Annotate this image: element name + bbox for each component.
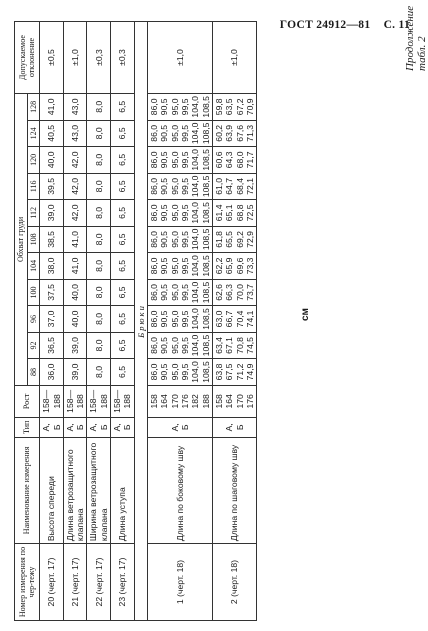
row-value: 6,5 — [111, 279, 135, 306]
stacked-value: 90,5 — [159, 151, 170, 169]
stacked-value: 62,6 — [213, 284, 224, 301]
stacked-value: 68,8 — [234, 204, 245, 222]
stacked-value: 90,5 — [159, 231, 170, 248]
stacked-value: 66,7 — [224, 310, 235, 328]
stacked-value: 64,7 — [224, 178, 235, 195]
stacked-value: 71,3 — [244, 124, 255, 142]
row-value — [212, 359, 256, 386]
stacked-value: 67,2 — [234, 98, 245, 116]
stacked-value: 67,1 — [224, 337, 235, 354]
stacked-value: 65,1 — [224, 204, 235, 222]
row-value: 8,0 — [87, 306, 111, 333]
stacked-value: 70,4 — [234, 310, 245, 328]
row-value: 40,0 — [40, 147, 64, 174]
stacked-value: 69,6 — [234, 257, 245, 275]
row-height — [148, 385, 213, 417]
row-value: 40,5 — [40, 120, 64, 147]
row-value: 43,0 — [63, 94, 87, 121]
row-height — [212, 385, 256, 417]
unit-label: см — [300, 308, 311, 321]
stacked-value: 86,0 — [149, 310, 159, 328]
stacked-value: 90,5 — [159, 124, 170, 142]
stacked-value: 86,0 — [149, 98, 159, 116]
stacked-value: 71,7 — [244, 151, 255, 169]
stacked-value: 104,0 — [190, 361, 201, 383]
table-caption: Продолжение табл. 2 — [404, 5, 428, 71]
stacked-value: 104,0 — [190, 281, 201, 304]
row-value — [148, 332, 213, 359]
stacked-value: 108,5 — [200, 228, 211, 251]
row-value: 37,5 — [40, 279, 64, 306]
stacked-value: 64,3 — [224, 151, 235, 169]
row-number: 22 (черт. 17) — [87, 544, 111, 621]
row-value: 8,0 — [87, 147, 111, 174]
row-name: Ширина ветрозащитного клапана — [87, 437, 111, 543]
row-value: 6,5 — [111, 200, 135, 227]
stacked-value: 99,5 — [179, 204, 190, 222]
row-value: 41,0 — [40, 94, 64, 121]
stacked-value: 90,5 — [159, 363, 170, 381]
stacked-value: 99,5 — [179, 178, 190, 195]
row-type: А, Б — [148, 417, 213, 437]
row-number: 23 (черт. 17) — [111, 544, 135, 621]
row-value: 8,0 — [87, 173, 111, 200]
row-value: 41,0 — [63, 226, 87, 253]
table-row — [87, 22, 111, 621]
row-value: 38,5 — [40, 226, 64, 253]
row-height: 158—188 — [63, 385, 87, 417]
row-value: 6,5 — [111, 253, 135, 280]
stacked-value: 108,5 — [200, 334, 211, 357]
col-size: 104 — [27, 253, 40, 280]
stacked-value: 86,0 — [149, 257, 159, 275]
row-value: 8,0 — [87, 253, 111, 280]
stacked-value: 74,5 — [244, 337, 255, 354]
row-value: 40,0 — [63, 306, 87, 333]
stacked-value: 68,0 — [234, 151, 245, 169]
row-value: 6,5 — [111, 147, 135, 174]
stacked-value: 73,3 — [244, 257, 255, 275]
row-value — [148, 173, 213, 200]
stacked-value: 74,1 — [244, 310, 255, 328]
row-value: 39,0 — [63, 332, 87, 359]
row-value: 6,5 — [111, 226, 135, 253]
row-value — [212, 147, 256, 174]
row-deviation: ±1,0 — [212, 22, 256, 94]
row-value: 8,0 — [87, 200, 111, 227]
stacked-value: 164 — [159, 394, 170, 409]
row-value — [212, 120, 256, 147]
stacked-value: 66,3 — [224, 284, 235, 301]
row-value — [212, 253, 256, 280]
row-value — [212, 94, 256, 121]
stacked-value: 61,4 — [213, 204, 224, 222]
stacked-value: 63,0 — [213, 310, 224, 328]
row-value: 8,0 — [87, 279, 111, 306]
stacked-value: 108,5 — [200, 281, 211, 304]
stacked-value: 90,5 — [159, 257, 170, 275]
stacked-value: 86,0 — [149, 204, 159, 222]
stacked-value: 164 — [224, 394, 235, 409]
row-value: 6,5 — [111, 306, 135, 333]
stacked-value: 90,5 — [159, 204, 170, 222]
row-value: 42,0 — [63, 173, 87, 200]
row-value: 36,5 — [40, 332, 64, 359]
row-deviation: ±1,0 — [148, 22, 213, 94]
stacked-value: 104,0 — [190, 175, 201, 198]
row-height: 158—188 — [111, 385, 135, 417]
row-value: 39,0 — [63, 359, 87, 386]
stacked-value: 108,5 — [200, 202, 211, 224]
stacked-value: 60,2 — [213, 124, 224, 142]
stacked-value: 63,9 — [224, 124, 235, 142]
col-name: Наименование измерения — [15, 437, 40, 543]
row-value: 39,5 — [40, 173, 64, 200]
stacked-value: 86,0 — [149, 231, 159, 248]
row-value: 41,0 — [63, 253, 87, 280]
stacked-value: 99,5 — [179, 337, 190, 354]
table-row — [212, 22, 256, 621]
col-deviation: Допускаемое отклонение — [15, 22, 40, 94]
col-size: 112 — [27, 200, 40, 227]
stacked-value: 182 — [190, 394, 201, 409]
stacked-value: 108,5 — [200, 96, 211, 118]
stacked-value: 108,5 — [200, 175, 211, 198]
stacked-value: 63,4 — [213, 337, 224, 354]
stacked-value: 63,8 — [213, 363, 224, 381]
stacked-value: 63,5 — [224, 98, 235, 116]
stacked-value: 95,0 — [169, 257, 180, 275]
stacked-value: 72,1 — [244, 178, 255, 195]
stacked-value: 95,0 — [169, 204, 180, 222]
stacked-value: 68,4 — [234, 178, 245, 195]
stacked-value: 95,0 — [169, 124, 180, 142]
row-value — [148, 147, 213, 174]
row-value — [212, 173, 256, 200]
section-title: Брюки — [134, 22, 147, 621]
stacked-value: 108,5 — [200, 122, 211, 145]
row-value: 8,0 — [87, 359, 111, 386]
col-size: 128 — [27, 94, 40, 121]
stacked-value: 95,0 — [169, 98, 180, 116]
row-value: 8,0 — [87, 226, 111, 253]
stacked-value: 99,5 — [179, 231, 190, 248]
row-number: 2 (черт. 18) — [212, 544, 256, 621]
stacked-value: 90,5 — [159, 337, 170, 354]
header-row — [15, 22, 28, 621]
row-value: 6,5 — [111, 359, 135, 386]
row-name: Длина по боковому шву — [148, 437, 213, 543]
stacked-value: 99,5 — [179, 257, 190, 275]
stacked-value: 71,2 — [234, 363, 245, 381]
col-height: Рост — [15, 385, 40, 417]
stacked-value: 188 — [200, 394, 211, 409]
table-row — [40, 22, 64, 621]
stacked-value: 176 — [179, 394, 190, 409]
stacked-value: 104,0 — [190, 334, 201, 357]
stacked-value: 104,0 — [190, 255, 201, 277]
row-value — [212, 226, 256, 253]
stacked-value: 104,0 — [190, 122, 201, 145]
row-deviation: ±0,5 — [40, 22, 64, 94]
stacked-value: 104,0 — [190, 96, 201, 118]
stacked-value: 60,6 — [213, 151, 224, 169]
row-value — [148, 200, 213, 227]
stacked-value: 95,0 — [169, 310, 180, 328]
stacked-value: 67,5 — [224, 363, 235, 381]
row-value — [148, 359, 213, 386]
stacked-value: 95,0 — [169, 151, 180, 169]
row-value — [148, 306, 213, 333]
section-row — [134, 22, 147, 621]
row-value — [212, 306, 256, 333]
row-value — [212, 332, 256, 359]
stacked-value: 99,5 — [179, 124, 190, 142]
measurement-table — [14, 21, 257, 621]
stacked-value: 73,7 — [244, 284, 255, 301]
stacked-value: 170 — [234, 394, 245, 409]
col-size: 88 — [27, 359, 40, 386]
row-value — [148, 279, 213, 306]
row-name: Длина уступа — [111, 437, 135, 543]
stacked-value: 72,9 — [244, 231, 255, 248]
col-chest-group: Обхват груди — [15, 94, 28, 386]
stacked-value: 104,0 — [190, 202, 201, 224]
row-value: 8,0 — [87, 120, 111, 147]
row-height: 158—188 — [40, 385, 64, 417]
row-value: 39,0 — [40, 200, 64, 227]
row-value — [148, 253, 213, 280]
stacked-value: 86,0 — [149, 284, 159, 301]
stacked-value: 90,5 — [159, 98, 170, 116]
stacked-value: 74,9 — [244, 363, 255, 381]
stacked-value: 99,5 — [179, 310, 190, 328]
row-deviation: ±0,3 — [111, 22, 135, 94]
stacked-value: 86,0 — [149, 178, 159, 195]
stacked-value: 104,0 — [190, 149, 201, 171]
row-name: Высота спереди — [40, 437, 64, 543]
stacked-value: 95,0 — [169, 178, 180, 195]
row-name: Длина по шаговому шву — [212, 437, 256, 543]
stacked-value: 61,0 — [213, 178, 224, 195]
row-height: 158—188 — [87, 385, 111, 417]
row-type: А, Б — [111, 417, 135, 437]
row-value: 6,5 — [111, 173, 135, 200]
stacked-value: 86,0 — [149, 124, 159, 142]
col-size: 120 — [27, 147, 40, 174]
stacked-value: 158 — [149, 394, 159, 409]
row-number: 21 (черт. 17) — [63, 544, 87, 621]
row-value: 38,0 — [40, 253, 64, 280]
stacked-value: 108,5 — [200, 308, 211, 330]
stacked-value: 67,6 — [234, 124, 245, 142]
stacked-value: 95,0 — [169, 337, 180, 354]
row-value — [148, 120, 213, 147]
row-value: 6,5 — [111, 332, 135, 359]
stacked-value: 59,8 — [213, 98, 224, 116]
row-number: 1 (черт. 18) — [148, 544, 213, 621]
row-value: 8,0 — [87, 332, 111, 359]
row-value: 36,0 — [40, 359, 64, 386]
stacked-value: 99,5 — [179, 98, 190, 116]
stacked-value: 65,5 — [224, 231, 235, 248]
row-value — [212, 279, 256, 306]
stacked-value: 70,9 — [244, 98, 255, 116]
standard-code: ГОСТ 24912—81 — [279, 19, 371, 31]
stacked-value: 104,0 — [190, 308, 201, 330]
row-value: 6,5 — [111, 120, 135, 147]
col-size: 96 — [27, 306, 40, 333]
stacked-value: 95,0 — [169, 284, 180, 301]
row-value — [212, 200, 256, 227]
stacked-value: 99,5 — [179, 284, 190, 301]
stacked-value: 176 — [244, 394, 255, 409]
stacked-value: 99,5 — [179, 363, 190, 381]
row-type: А, Б — [87, 417, 111, 437]
col-size: 124 — [27, 120, 40, 147]
row-value: 8,0 — [87, 94, 111, 121]
stacked-value: 108,5 — [200, 149, 211, 171]
row-value — [148, 94, 213, 121]
row-type: А, Б — [63, 417, 87, 437]
row-type: А, Б — [212, 417, 256, 437]
row-name: Длина ветрозащитного клапана — [63, 437, 87, 543]
stacked-value: 170 — [169, 394, 180, 409]
stacked-value: 72,5 — [244, 204, 255, 222]
stacked-value: 86,0 — [149, 151, 159, 169]
row-value: 37,0 — [40, 306, 64, 333]
row-value: 43,0 — [63, 120, 87, 147]
table-row — [148, 22, 213, 621]
stacked-value: 61,8 — [213, 231, 224, 248]
row-value: 6,5 — [111, 94, 135, 121]
stacked-value: 70,0 — [234, 284, 245, 301]
stacked-value: 108,5 — [200, 361, 211, 383]
stacked-value: 95,0 — [169, 363, 180, 381]
row-deviation: ±0,3 — [87, 22, 111, 94]
stacked-value: 90,5 — [159, 284, 170, 301]
stacked-value: 95,0 — [169, 231, 180, 248]
table-row — [63, 22, 87, 621]
stacked-value: 104,0 — [190, 228, 201, 251]
page-number: С. 11 — [383, 19, 410, 31]
stacked-value: 90,5 — [159, 310, 170, 328]
col-size: 108 — [27, 226, 40, 253]
stacked-value: 65,9 — [224, 257, 235, 275]
row-value: 42,0 — [63, 147, 87, 174]
row-deviation: ±1,0 — [63, 22, 87, 94]
row-value: 42,0 — [63, 200, 87, 227]
col-number: Номер измерения по чер-тежу — [15, 544, 40, 621]
stacked-value: 99,5 — [179, 151, 190, 169]
stacked-value: 158 — [213, 394, 224, 409]
row-number: 20 (черт. 17) — [40, 544, 64, 621]
stacked-value: 90,5 — [159, 178, 170, 195]
stacked-value: 69,2 — [234, 231, 245, 248]
row-type: А, Б — [40, 417, 64, 437]
row-value — [148, 226, 213, 253]
col-size: 116 — [27, 173, 40, 200]
stacked-value: 86,0 — [149, 363, 159, 381]
stacked-value: 70,8 — [234, 337, 245, 354]
col-size: 92 — [27, 332, 40, 359]
stacked-value: 86,0 — [149, 337, 159, 354]
col-size: 100 — [27, 279, 40, 306]
row-value: 40,0 — [63, 279, 87, 306]
table-row — [111, 22, 135, 621]
col-type: Тип — [15, 417, 40, 437]
stacked-value: 108,5 — [200, 255, 211, 277]
stacked-value: 62,2 — [213, 257, 224, 275]
